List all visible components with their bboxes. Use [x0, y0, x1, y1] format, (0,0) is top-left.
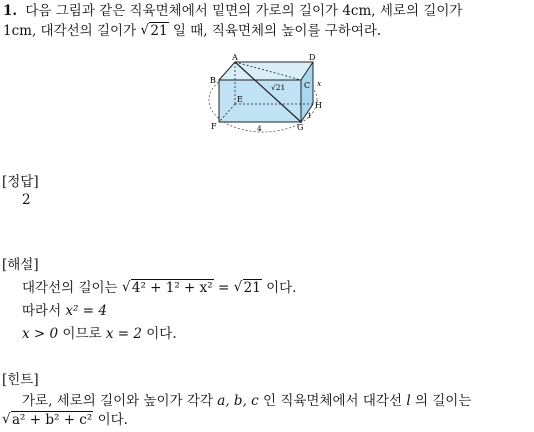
cuboid-figure — [205, 52, 325, 134]
solution-text-1b: 이다. — [266, 280, 297, 296]
hint-radicand: a² + b² + c² — [12, 412, 93, 428]
solution-radical-2: √ 21 — [233, 279, 261, 296]
label-F: F — [211, 122, 217, 131]
solution-radical-1: √ 4² + 1² + x² — [121, 279, 213, 296]
label-C: C — [304, 81, 311, 90]
label-x: x — [317, 79, 322, 88]
solution-text-3b: 이다. — [146, 326, 177, 342]
question-line-2 — [3, 22, 381, 40]
solution-eq: = — [218, 280, 230, 296]
solution-radicand-1: 4² + 1² + x² — [131, 280, 213, 296]
front-face — [219, 80, 301, 122]
question-number: 1. — [3, 3, 18, 19]
solution-math-3b: x = 2 — [105, 326, 142, 342]
hint-text-1b: 인 직육면체에서 대각선 — [263, 393, 403, 409]
solution-radicand-2: 21 — [243, 280, 261, 296]
label-B: B — [210, 76, 216, 85]
answer-value: 2 — [22, 192, 31, 208]
label-1: 1 — [307, 111, 312, 120]
sqrt21-radical: √ 21 — [140, 22, 168, 39]
hint-line-1 — [22, 389, 471, 409]
hint-math-1a: a, b, c — [217, 393, 259, 409]
radicand: 21 — [150, 23, 168, 39]
answer-label: [정답] — [2, 174, 39, 190]
question-text-1: 다음 그림과 같은 직육면체에서 밑면의 가로의 길이가 4cm, 세로의 길이가 — [25, 3, 463, 19]
solution-line-2 — [22, 299, 107, 319]
label-E: E — [237, 95, 243, 104]
solution-text-3a: 이므로 — [62, 326, 102, 342]
label-4: 4 — [257, 124, 262, 133]
label-H: H — [315, 101, 322, 110]
solution-line-1 — [22, 276, 296, 296]
question-text-2a: 1cm, 대각선의 길이가 — [3, 23, 137, 39]
hint-radical: √ a² + b² + c² — [2, 411, 93, 428]
solution-math-2: x² = 4 — [65, 303, 107, 319]
hint-math-1b: l — [406, 393, 411, 409]
hint-line-2 — [2, 411, 128, 429]
label-sqrt21: √21 — [271, 83, 286, 92]
solution-line-3 — [22, 322, 177, 342]
hint-text-1c: 의 길이는 — [414, 393, 472, 409]
hint-text-1a: 가로, 세로의 길이와 높이가 각각 — [22, 393, 213, 409]
hint-text-2: 이다. — [97, 412, 128, 428]
hint-label: [힌트] — [2, 372, 39, 388]
solution-label: [해설] — [2, 257, 39, 273]
label-D: D — [309, 53, 316, 62]
solution-math-3a: x > 0 — [22, 326, 59, 342]
question-text-2b: 일 때, 직육면체의 높이를 구하여라. — [172, 23, 382, 39]
label-A: A — [232, 53, 238, 62]
question-line-1 — [3, 2, 462, 20]
solution-text-2a: 따라서 — [22, 303, 62, 319]
label-G: G — [297, 123, 304, 132]
solution-text-1a: 대각선의 길이는 — [22, 280, 118, 296]
